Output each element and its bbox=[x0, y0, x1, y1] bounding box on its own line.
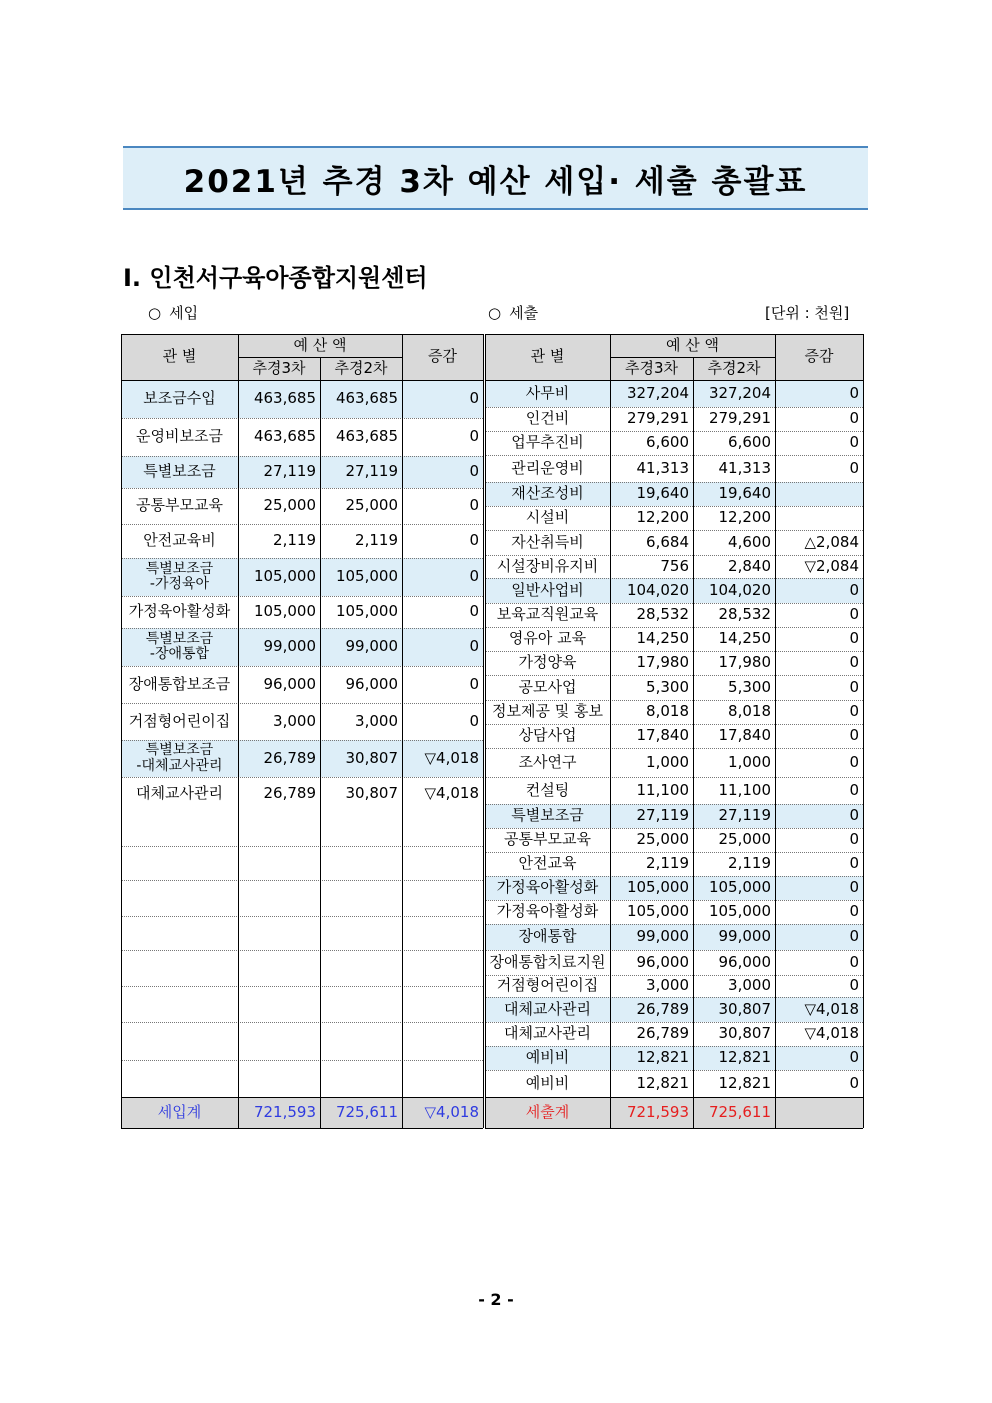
row-value-col2: 11,100 bbox=[718, 780, 771, 799]
row-divider bbox=[485, 407, 863, 408]
row-name: 안전교육비 bbox=[143, 531, 216, 550]
row-divider bbox=[121, 456, 483, 457]
row-value-col3: 12,821 bbox=[610, 1046, 693, 1070]
row-value-col2: 105,000 bbox=[320, 558, 402, 596]
row-value-col2: 12,821 bbox=[718, 1073, 771, 1092]
row-diff: 0 bbox=[469, 674, 479, 693]
row-divider bbox=[485, 997, 863, 998]
row-value-col2: 27,119 bbox=[320, 456, 402, 488]
row-value-col2: 463,685 bbox=[335, 427, 398, 446]
row-value-col3: 6,684 bbox=[646, 532, 689, 551]
row-value-col2: 2,119 bbox=[355, 531, 398, 550]
row-value-col3: 463,685 bbox=[238, 380, 320, 418]
column-divider bbox=[238, 334, 239, 1128]
row-name: 특별보조금 -장애통합 bbox=[121, 628, 238, 666]
row-value-col2: 99,000 bbox=[693, 924, 775, 950]
row-diff: ▽4,018 bbox=[775, 997, 863, 1022]
row-divider bbox=[121, 880, 483, 881]
header-col3: 추경3차 bbox=[238, 357, 320, 380]
row-value-col2: 41,313 bbox=[718, 458, 771, 477]
total-name: 세출계 bbox=[485, 1097, 610, 1128]
row-value-col3: 3,000 bbox=[273, 711, 316, 730]
row-divider bbox=[121, 1060, 483, 1061]
row-value-col3: 11,100 bbox=[636, 780, 689, 799]
row-value-col2: 27,119 bbox=[693, 804, 775, 828]
row-value-col2: 12,821 bbox=[693, 1046, 775, 1070]
page-number: - 2 - bbox=[478, 1290, 514, 1309]
header-col3: 추경3차 bbox=[610, 357, 693, 380]
row-value-col2: 105,000 bbox=[708, 902, 771, 921]
column-divider bbox=[121, 334, 122, 1128]
row-value-col3: 17,840 bbox=[636, 726, 689, 745]
row-value-col3: 41,313 bbox=[636, 458, 689, 477]
row-diff: 0 bbox=[469, 531, 479, 550]
total-top bbox=[485, 1097, 863, 1098]
row-diff: 0 bbox=[849, 458, 859, 477]
table-border-bottom bbox=[121, 1128, 483, 1129]
row-value-col3: 2,119 bbox=[646, 854, 689, 873]
row-value-col3: 5,300 bbox=[646, 677, 689, 696]
column-divider bbox=[610, 334, 611, 1128]
row-name: 공통부모교육 bbox=[136, 496, 223, 515]
row-value-col2: 19,640 bbox=[693, 482, 775, 506]
row-divider bbox=[121, 777, 483, 778]
row-diff: 0 bbox=[402, 558, 483, 596]
row-name: 조사연구 bbox=[518, 752, 577, 771]
row-value-col3: 19,640 bbox=[610, 482, 693, 506]
row-value-col3: 105,000 bbox=[253, 602, 316, 621]
row-value-col2: 279,291 bbox=[708, 409, 771, 428]
row-value-col3: 27,119 bbox=[610, 804, 693, 828]
row-diff: 0 bbox=[402, 628, 483, 666]
table-border-top bbox=[121, 334, 483, 335]
revenue-label bbox=[148, 302, 198, 323]
row-name: 업무추진비 bbox=[511, 433, 584, 452]
row-name: 보육교직원교육 bbox=[496, 605, 599, 624]
row-value-col2: 25,000 bbox=[718, 830, 771, 849]
column-divider bbox=[402, 334, 403, 1128]
total-value-col2: 725,611 bbox=[693, 1097, 775, 1128]
table-border-bottom bbox=[485, 1128, 863, 1129]
row-name: 공모사업 bbox=[518, 677, 577, 696]
total-value-col2: 725,611 bbox=[320, 1097, 402, 1128]
row-divider bbox=[121, 740, 483, 741]
row-value-col3: 105,000 bbox=[238, 558, 320, 596]
row-value-col2: 105,000 bbox=[693, 876, 775, 900]
document-title: 2021년 추경 3차 예산 세입· 세출 총괄표 bbox=[183, 163, 808, 200]
header-bottom bbox=[121, 380, 483, 381]
row-divider bbox=[485, 578, 863, 579]
revenue-label-text: 세입 bbox=[169, 304, 199, 322]
row-name: 정보제공 및 홍보 bbox=[492, 702, 603, 721]
row-name: 장애통합보조금 bbox=[128, 674, 231, 693]
row-divider bbox=[485, 555, 863, 556]
total-top bbox=[121, 1097, 483, 1098]
row-name: 거점형어린이집 bbox=[496, 976, 599, 995]
row-value-col3: 96,000 bbox=[263, 674, 316, 693]
row-value-col3: 104,020 bbox=[610, 578, 693, 603]
total-value-col3: 721,593 bbox=[610, 1097, 693, 1128]
row-value-col2: 3,000 bbox=[355, 711, 398, 730]
row-divider bbox=[485, 603, 863, 604]
section-title: Ⅰ. 인천서구육아종합지원센터 bbox=[123, 264, 428, 292]
row-value-col2: 4,600 bbox=[728, 532, 771, 551]
total-value-col3: 721,593 bbox=[238, 1097, 320, 1128]
header-bottom bbox=[485, 380, 863, 381]
row-diff: ▽4,018 bbox=[424, 783, 479, 802]
row-name: 관리운영비 bbox=[511, 458, 584, 477]
header-col2: 추경2차 bbox=[320, 357, 402, 380]
row-divider bbox=[121, 916, 483, 917]
row-name: 예비비 bbox=[525, 1073, 570, 1092]
row-name: 특별보조금 -대체교사관리 bbox=[121, 740, 238, 777]
row-divider bbox=[485, 804, 863, 805]
row-divider bbox=[485, 950, 863, 951]
row-diff: 0 bbox=[849, 433, 859, 452]
row-name: 영유아 교육 bbox=[508, 629, 587, 648]
row-name: 시설장비유지비 bbox=[496, 556, 599, 575]
row-value-col3: 17,980 bbox=[636, 653, 689, 672]
row-divider bbox=[485, 455, 863, 456]
row-name: 대체교사관리 bbox=[136, 783, 223, 802]
row-value-col2: 25,000 bbox=[345, 496, 398, 515]
row-diff: 0 bbox=[849, 976, 859, 995]
row-diff: ▽4,018 bbox=[804, 1024, 859, 1043]
row-diff: 0 bbox=[849, 752, 859, 771]
row-value-col2: 463,685 bbox=[320, 380, 402, 418]
row-divider bbox=[485, 924, 863, 925]
row-divider bbox=[485, 506, 863, 507]
row-diff: 0 bbox=[775, 876, 863, 900]
row-divider bbox=[485, 700, 863, 701]
row-name: 공통부모교육 bbox=[504, 830, 591, 849]
row-value-col2: 2,119 bbox=[728, 854, 771, 873]
row-value-col2: 30,807 bbox=[718, 1024, 771, 1043]
row-name: 대체교사관리 bbox=[504, 1024, 591, 1043]
row-diff: 0 bbox=[849, 629, 859, 648]
row-name: 예비비 bbox=[485, 1046, 610, 1070]
row-name: 인건비 bbox=[525, 409, 570, 428]
row-diff: ▽4,018 bbox=[402, 740, 483, 777]
row-diff: 0 bbox=[849, 1073, 859, 1092]
row-value-col3: 26,789 bbox=[610, 997, 693, 1022]
row-value-col3: 1,000 bbox=[646, 752, 689, 771]
title-banner bbox=[123, 146, 868, 210]
row-diff: 0 bbox=[849, 952, 859, 971]
row-divider bbox=[485, 1070, 863, 1071]
row-value-col2: 96,000 bbox=[718, 952, 771, 971]
total-name: 세입계 bbox=[121, 1097, 238, 1128]
row-value-col3: 14,250 bbox=[636, 629, 689, 648]
row-divider bbox=[485, 651, 863, 652]
column-divider bbox=[775, 334, 776, 1128]
row-name: 가정육아활성화 bbox=[485, 876, 610, 900]
row-divider bbox=[485, 900, 863, 901]
row-value-col3: 26,789 bbox=[263, 783, 316, 802]
column-divider bbox=[485, 334, 486, 1128]
row-diff: 0 bbox=[775, 380, 863, 407]
row-value-col2: 28,532 bbox=[718, 605, 771, 624]
column-divider bbox=[693, 357, 694, 1128]
row-value-col2: 1,000 bbox=[728, 752, 771, 771]
row-divider bbox=[121, 666, 483, 667]
row-value-col3: 8,018 bbox=[646, 702, 689, 721]
row-diff: 0 bbox=[775, 804, 863, 828]
row-diff: 0 bbox=[849, 653, 859, 672]
row-name: 특별보조금 bbox=[485, 804, 610, 828]
row-divider bbox=[485, 777, 863, 778]
row-divider bbox=[121, 596, 483, 597]
header-budget: 예 산 액 bbox=[238, 334, 402, 357]
row-value-col3: 12,821 bbox=[636, 1073, 689, 1092]
row-value-col3: 756 bbox=[660, 556, 689, 575]
row-name: 시설비 bbox=[525, 508, 570, 527]
row-diff: 0 bbox=[849, 726, 859, 745]
row-name: 특별보조금 bbox=[121, 456, 238, 488]
row-divider bbox=[485, 828, 863, 829]
row-value-col2: 6,600 bbox=[728, 433, 771, 452]
header-category: 관 별 bbox=[121, 334, 238, 380]
row-name: 특별보조금 -가정육아 bbox=[121, 558, 238, 596]
header-diff: 증감 bbox=[775, 334, 863, 380]
row-diff bbox=[775, 506, 863, 530]
row-divider bbox=[121, 418, 483, 419]
row-divider bbox=[121, 524, 483, 525]
row-value-col3: 26,789 bbox=[238, 740, 320, 777]
row-value-col3: 25,000 bbox=[263, 496, 316, 515]
row-divider bbox=[121, 1022, 483, 1023]
row-diff: 0 bbox=[849, 854, 859, 873]
row-value-col2: 8,018 bbox=[728, 702, 771, 721]
row-diff: 0 bbox=[849, 780, 859, 799]
row-value-col3: 25,000 bbox=[636, 830, 689, 849]
row-name: 대체교사관리 bbox=[485, 997, 610, 1022]
row-name: 사무비 bbox=[485, 380, 610, 407]
row-value-col3: 279,291 bbox=[626, 409, 689, 428]
row-divider bbox=[485, 975, 863, 976]
row-value-col3: 27,119 bbox=[238, 456, 320, 488]
table-border-top bbox=[485, 334, 863, 335]
row-value-col3: 26,789 bbox=[636, 1024, 689, 1043]
header-col2: 추경2차 bbox=[693, 357, 775, 380]
row-value-col2: 5,300 bbox=[728, 677, 771, 696]
row-divider bbox=[121, 628, 483, 629]
column-divider bbox=[863, 334, 864, 1128]
row-name: 일반사업비 bbox=[485, 578, 610, 603]
row-diff: 0 bbox=[775, 1046, 863, 1070]
unit-label: [단위 : 천원] bbox=[765, 304, 850, 322]
row-value-col3: 96,000 bbox=[636, 952, 689, 971]
row-divider bbox=[485, 482, 863, 483]
row-name: 장애통합치료지원 bbox=[489, 952, 606, 971]
row-divider bbox=[485, 431, 863, 432]
row-diff: △2,084 bbox=[804, 532, 859, 551]
row-value-col2: 14,250 bbox=[718, 629, 771, 648]
row-diff: 0 bbox=[402, 456, 483, 488]
row-value-col2: 99,000 bbox=[320, 628, 402, 666]
row-value-col2: 30,807 bbox=[693, 997, 775, 1022]
row-name: 재산조성비 bbox=[485, 482, 610, 506]
row-name: 보조금수입 bbox=[121, 380, 238, 418]
row-value-col3: 463,685 bbox=[253, 427, 316, 446]
row-value-col3: 105,000 bbox=[610, 876, 693, 900]
row-value-col2: 30,807 bbox=[345, 783, 398, 802]
total-diff: ▽4,018 bbox=[402, 1097, 483, 1128]
row-value-col2: 2,840 bbox=[728, 556, 771, 575]
header-budget: 예 산 액 bbox=[610, 334, 775, 357]
row-diff: 0 bbox=[469, 427, 479, 446]
row-value-col2: 96,000 bbox=[345, 674, 398, 693]
row-divider bbox=[485, 724, 863, 725]
row-name: 가정양육 bbox=[518, 653, 577, 672]
row-value-col2: 12,200 bbox=[718, 508, 771, 527]
row-divider bbox=[121, 703, 483, 704]
header-diff: 증감 bbox=[402, 334, 483, 380]
circle-icon: ○ bbox=[488, 304, 502, 322]
row-diff: 0 bbox=[775, 924, 863, 950]
row-divider bbox=[121, 488, 483, 489]
total-diff bbox=[775, 1097, 863, 1128]
row-divider bbox=[121, 986, 483, 987]
header-category: 관 별 bbox=[485, 334, 610, 380]
row-value-col2: 3,000 bbox=[728, 976, 771, 995]
row-diff: ▽2,084 bbox=[804, 556, 859, 575]
row-value-col3: 99,000 bbox=[610, 924, 693, 950]
row-name: 상담사업 bbox=[518, 726, 577, 745]
circle-icon: ○ bbox=[148, 304, 162, 322]
row-name: 거점형어린이집 bbox=[128, 711, 231, 730]
row-name: 안전교육 bbox=[518, 854, 577, 873]
row-name: 컨설팅 bbox=[525, 780, 570, 799]
row-diff: 0 bbox=[849, 902, 859, 921]
row-value-col3: 327,204 bbox=[610, 380, 693, 407]
row-name: 자산취득비 bbox=[511, 532, 584, 551]
row-divider bbox=[485, 876, 863, 877]
row-divider bbox=[485, 675, 863, 676]
row-diff: 0 bbox=[469, 496, 479, 515]
row-diff: 0 bbox=[402, 380, 483, 418]
row-value-col3: 2,119 bbox=[273, 531, 316, 550]
row-diff: 0 bbox=[469, 711, 479, 730]
row-diff: 0 bbox=[775, 578, 863, 603]
row-value-col2: 104,020 bbox=[693, 578, 775, 603]
row-divider bbox=[121, 950, 483, 951]
row-name: 장애통합 bbox=[485, 924, 610, 950]
row-diff: 0 bbox=[469, 602, 479, 621]
row-name: 가정육아활성화 bbox=[496, 902, 599, 921]
row-divider bbox=[485, 627, 863, 628]
row-value-col3: 3,000 bbox=[646, 976, 689, 995]
row-divider bbox=[485, 530, 863, 531]
row-divider bbox=[485, 1022, 863, 1023]
row-name: 가정육아활성화 bbox=[128, 602, 231, 621]
row-value-col3: 6,600 bbox=[646, 433, 689, 452]
row-value-col2: 17,840 bbox=[718, 726, 771, 745]
row-diff: 0 bbox=[849, 605, 859, 624]
row-name: 운영비보조금 bbox=[136, 427, 223, 446]
row-divider bbox=[485, 748, 863, 749]
row-diff: 0 bbox=[849, 702, 859, 721]
row-diff: 0 bbox=[849, 409, 859, 428]
row-value-col2: 105,000 bbox=[335, 602, 398, 621]
row-value-col3: 28,532 bbox=[636, 605, 689, 624]
expense-label-text: 세출 bbox=[509, 304, 539, 322]
row-value-col3: 99,000 bbox=[238, 628, 320, 666]
row-value-col3: 105,000 bbox=[626, 902, 689, 921]
row-diff bbox=[775, 482, 863, 506]
row-divider bbox=[485, 852, 863, 853]
row-divider bbox=[121, 846, 483, 847]
column-divider bbox=[320, 357, 321, 1128]
row-divider bbox=[121, 558, 483, 559]
column-divider bbox=[483, 334, 484, 1128]
row-value-col3: 12,200 bbox=[636, 508, 689, 527]
row-divider bbox=[485, 1046, 863, 1047]
expense-label bbox=[488, 302, 538, 323]
row-value-col2: 327,204 bbox=[693, 380, 775, 407]
row-diff: 0 bbox=[849, 830, 859, 849]
row-diff: 0 bbox=[849, 677, 859, 696]
row-value-col2: 17,980 bbox=[718, 653, 771, 672]
row-value-col2: 30,807 bbox=[320, 740, 402, 777]
